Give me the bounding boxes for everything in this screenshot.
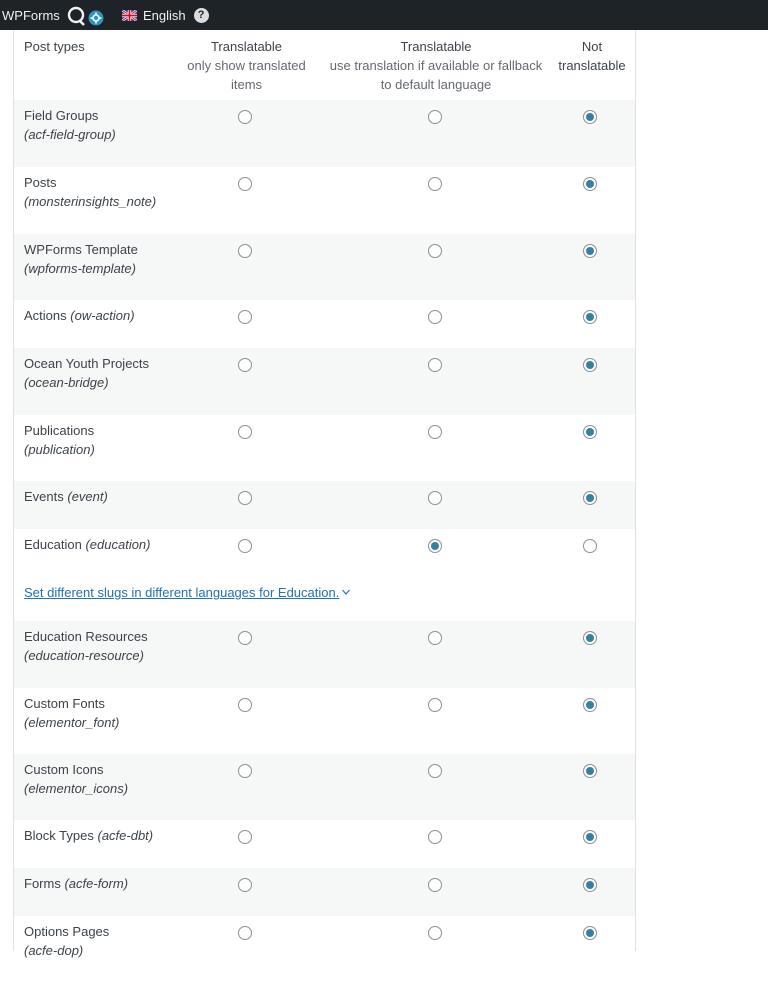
post-type-label — [24, 627, 174, 665]
post-type-slug: (education) — [85, 537, 151, 552]
post-type-name: Custom Icons — [24, 762, 104, 777]
admin-bar — [0, 0, 768, 30]
radio-translatable-fallback[interactable] — [428, 244, 442, 258]
post-type-label — [24, 421, 174, 459]
post-type-slug: (publication) — [24, 442, 95, 457]
radio-translatable-fallback[interactable] — [428, 830, 442, 844]
radio-not-translatable[interactable] — [583, 698, 597, 712]
post-type-slug: (elementor_font) — [24, 715, 120, 730]
radio-translatable-fallback[interactable] — [428, 177, 442, 191]
radio-translatable-only[interactable] — [238, 878, 252, 892]
radio-translatable-fallback[interactable] — [428, 926, 442, 940]
radio-translatable-only[interactable] — [238, 926, 252, 940]
table-row — [14, 621, 635, 688]
radio-not-translatable[interactable] — [583, 425, 597, 439]
post-types-table — [13, 30, 636, 958]
table-row — [14, 100, 635, 167]
header-translatable-only — [179, 37, 314, 94]
table-row — [14, 529, 635, 577]
table-header — [14, 30, 635, 101]
radio-not-translatable[interactable] — [583, 177, 597, 191]
post-type-label — [24, 173, 174, 211]
radio-not-translatable[interactable] — [583, 539, 597, 553]
slug-translation-link[interactable] — [24, 583, 350, 602]
radio-translatable-fallback[interactable] — [428, 764, 442, 778]
post-type-label — [24, 106, 174, 144]
post-type-name: Posts — [24, 175, 57, 190]
radio-translatable-fallback[interactable] — [428, 310, 442, 324]
header-post-types: Post types — [24, 39, 85, 54]
post-type-name: Events — [24, 489, 64, 504]
radio-translatable-fallback[interactable] — [428, 878, 442, 892]
header-col2-title: Translatable — [400, 39, 472, 54]
post-type-name: Ocean Youth Projects — [24, 356, 150, 371]
post-type-slug: (acfe-form) — [64, 876, 129, 891]
post-type-name: WPForms Template — [24, 242, 138, 257]
post-type-slug: (acf-field-group) — [24, 127, 116, 142]
table-row — [14, 348, 635, 415]
help-icon[interactable]: ? — [194, 8, 209, 23]
slug-translation-link-text: Set different slugs in different languages for Education. — [24, 585, 340, 600]
post-type-slug: (wpforms-template) — [24, 261, 136, 276]
header-translatable-fallback — [326, 37, 546, 94]
radio-not-translatable[interactable] — [583, 926, 597, 940]
wpml-icon[interactable] — [67, 5, 107, 27]
slug-settings-row — [14, 577, 635, 621]
post-type-label — [24, 306, 174, 325]
table-row — [14, 916, 635, 983]
post-type-name: Options Pages — [24, 924, 110, 939]
post-type-slug: (acfe-dbt) — [97, 828, 154, 843]
header-col1-title: Translatable — [210, 39, 283, 54]
radio-translatable-fallback[interactable] — [428, 358, 442, 372]
radio-translatable-only[interactable] — [238, 764, 252, 778]
radio-translatable-only[interactable] — [238, 358, 252, 372]
radio-not-translatable[interactable] — [583, 110, 597, 124]
post-type-name: Custom Fonts — [24, 696, 105, 711]
radio-translatable-fallback[interactable] — [428, 491, 442, 505]
radio-translatable-only[interactable] — [238, 110, 252, 124]
post-type-name: Publications — [24, 423, 95, 438]
post-type-name: Field Groups — [24, 108, 99, 123]
post-type-label — [24, 922, 174, 960]
post-type-slug: (education-resource) — [24, 648, 144, 663]
radio-translatable-fallback[interactable] — [428, 425, 442, 439]
radio-not-translatable[interactable] — [583, 830, 597, 844]
post-type-label — [24, 487, 174, 506]
wpforms-menu-link[interactable]: WPForms — [2, 8, 60, 23]
radio-not-translatable[interactable] — [583, 358, 597, 372]
radio-not-translatable[interactable] — [583, 631, 597, 645]
table-row — [14, 688, 635, 754]
post-type-label — [24, 535, 174, 554]
radio-not-translatable[interactable] — [583, 878, 597, 892]
radio-translatable-fallback[interactable] — [428, 698, 442, 712]
post-type-name: Actions — [24, 308, 67, 323]
post-type-name: Block Types — [24, 828, 94, 843]
language-switcher[interactable] — [122, 6, 209, 24]
post-type-label — [24, 694, 174, 732]
table-row — [14, 300, 635, 348]
post-type-label — [24, 240, 174, 278]
header-not-translatable: Not translatable — [558, 39, 626, 73]
radio-translatable-only[interactable] — [238, 310, 252, 324]
table-row — [14, 234, 635, 300]
radio-translatable-fallback[interactable] — [428, 110, 442, 124]
radio-translatable-only[interactable] — [238, 491, 252, 505]
post-type-slug: (elementor_icons) — [24, 781, 129, 796]
post-type-label — [24, 354, 174, 392]
post-type-slug: (ow-action) — [70, 308, 135, 323]
radio-translatable-only[interactable] — [238, 631, 252, 645]
post-type-label — [24, 826, 174, 845]
table-row — [14, 754, 635, 820]
radio-translatable-fallback[interactable] — [428, 539, 442, 553]
post-type-name: Education Resources — [24, 629, 148, 644]
post-type-name: Education — [24, 537, 82, 552]
post-type-label — [24, 874, 174, 893]
post-type-slug: (ocean-bridge) — [24, 375, 109, 390]
radio-translatable-only[interactable] — [238, 177, 252, 191]
radio-not-translatable[interactable] — [583, 310, 597, 324]
header-col2-subtitle: use translation if available or fallback to default language — [329, 58, 543, 92]
table-row — [14, 481, 635, 529]
radio-translatable-fallback[interactable] — [428, 631, 442, 645]
post-type-slug: (event) — [67, 489, 108, 504]
post-type-label — [24, 760, 174, 798]
language-label: English — [143, 7, 186, 23]
table-row — [14, 820, 635, 868]
radio-translatable-only[interactable] — [238, 698, 252, 712]
radio-translatable-only[interactable] — [238, 539, 252, 553]
uk-flag-icon — [122, 10, 137, 21]
radio-translatable-only[interactable] — [238, 830, 252, 844]
post-type-slug: (monsterinsights_note) — [24, 194, 157, 209]
radio-translatable-only[interactable] — [238, 425, 252, 439]
radio-not-translatable[interactable] — [583, 764, 597, 778]
post-type-name: Forms — [24, 876, 61, 891]
table-row — [14, 868, 635, 916]
chevron-down-icon — [342, 588, 350, 596]
post-type-slug: (acfe-dop) — [24, 943, 84, 958]
header-col1-subtitle: only show translated items — [187, 58, 306, 92]
radio-not-translatable[interactable] — [583, 244, 597, 258]
table-row — [14, 167, 635, 234]
table-row — [14, 415, 635, 481]
radio-translatable-only[interactable] — [238, 244, 252, 258]
radio-not-translatable[interactable] — [583, 491, 597, 505]
